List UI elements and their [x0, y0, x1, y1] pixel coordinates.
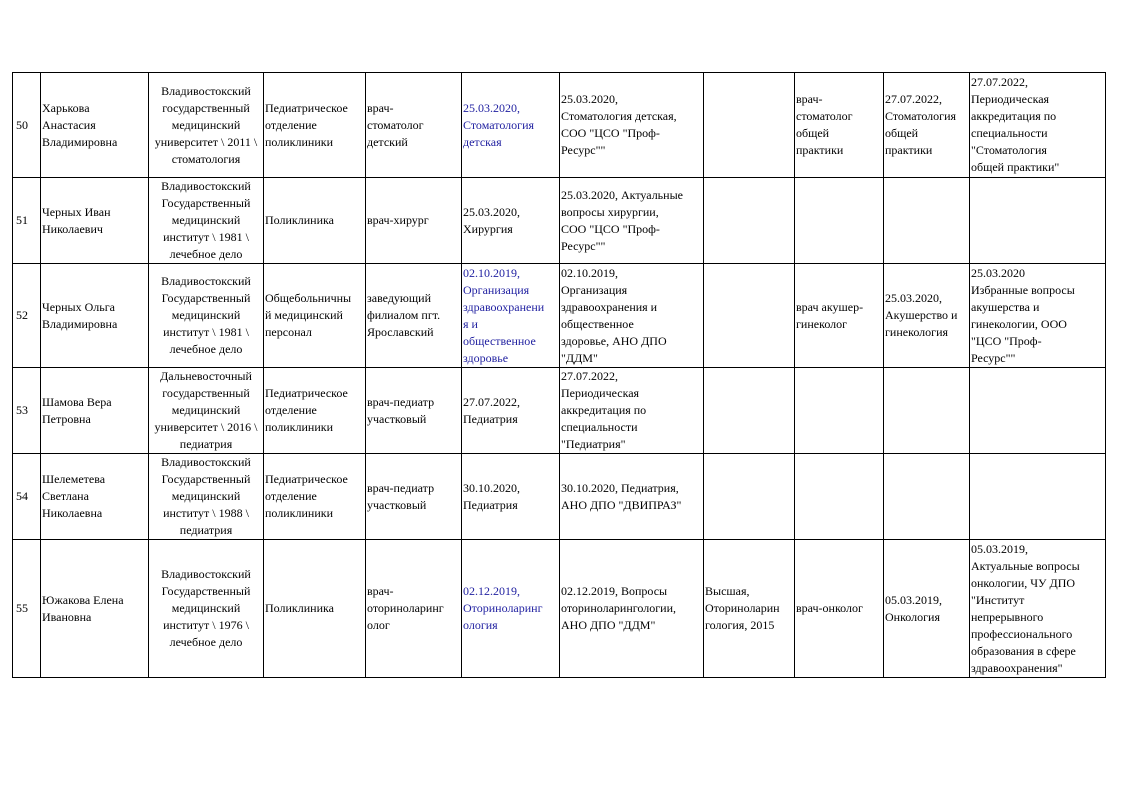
- training-line: АНО ДПО "ДДМ": [561, 618, 656, 632]
- second-specialty-line: практики: [796, 143, 844, 157]
- qualification-category-cell: [704, 264, 795, 368]
- second-training-cell: [970, 540, 1106, 678]
- second-certificate-line: общей: [885, 126, 919, 140]
- department-cell: [264, 368, 366, 454]
- second-specialty-line: гинеколог: [796, 316, 848, 331]
- department-line: й медицинский: [265, 308, 343, 322]
- certificate-line: ология: [463, 618, 498, 632]
- education-line: педиатрия: [179, 523, 233, 537]
- training-line: Ресурс"": [561, 143, 606, 157]
- education-line: институт \ 1988 \: [163, 506, 249, 520]
- qualification-category-line: гология, 2015: [705, 618, 775, 632]
- second-training-line: Избранные вопросы: [971, 282, 1075, 297]
- position-line: врач-педиатр: [367, 394, 435, 409]
- certificate-cell: [462, 454, 560, 540]
- employee-name-cell: [41, 178, 149, 264]
- second-specialty-cell: [795, 73, 884, 178]
- position-line: стоматолог: [367, 117, 424, 132]
- certificate-line: детская: [463, 134, 502, 149]
- position-line: участковый: [367, 497, 427, 512]
- second-training-line: Ресурс"": [971, 350, 1016, 365]
- education-line: университет \ 2016 \: [154, 420, 258, 434]
- second-specialty-line: врач акушер-: [796, 299, 864, 314]
- education-line: лечебное дело: [169, 247, 243, 261]
- training-line: 02.12.2019, Вопросы: [561, 584, 668, 598]
- education-line: институт \ 1981 \: [163, 230, 249, 244]
- employee-name-line: Черных Ольга: [42, 299, 115, 314]
- second-training-line: профессионального: [971, 626, 1073, 641]
- training-line: 25.03.2020,: [561, 92, 618, 106]
- training-cell: [560, 454, 704, 540]
- certificate-line: здоровье: [463, 350, 509, 365]
- position-line: Ярославский: [367, 325, 434, 339]
- training-cell: [560, 368, 704, 454]
- education-line: Государственный: [161, 584, 251, 598]
- second-training-line: непрерывного: [971, 609, 1044, 624]
- training-line: оториноларингологии,: [561, 601, 676, 615]
- education-line: Государственный: [161, 196, 251, 210]
- position-line: олог: [367, 618, 390, 632]
- department-line: поликлиники: [265, 506, 334, 520]
- second-training-line: гинекологии, ООО: [971, 316, 1067, 331]
- training-line: специальности: [561, 420, 638, 434]
- employee-name-line: Шелеметева: [42, 472, 106, 486]
- department-cell: [264, 73, 366, 178]
- second-training-cell: [970, 454, 1106, 540]
- employee-name-line: Ивановна: [42, 609, 92, 624]
- certificate-line: здравоохранени: [463, 299, 545, 314]
- education-line: стоматология: [171, 151, 241, 166]
- position-line: детский: [367, 134, 408, 149]
- department-line: Педиатрическое: [265, 386, 348, 400]
- education-line: медицинский: [171, 308, 241, 322]
- education-line: Дальневосточный: [160, 369, 252, 383]
- training-cell: [560, 264, 704, 368]
- second-certificate-cell: [884, 178, 970, 264]
- employee-name-cell: [41, 368, 149, 454]
- employee-name-line: Анастасия: [42, 117, 96, 132]
- employee-name-cell: [41, 73, 149, 178]
- second-certificate-cell: [884, 73, 970, 178]
- certificate-cell: [462, 178, 560, 264]
- department-line: персонал: [265, 325, 312, 339]
- qualification-category-cell: [704, 454, 795, 540]
- second-certificate-line: гинекология: [885, 325, 949, 339]
- position-line: врач-хирург: [367, 213, 429, 227]
- second-training-line: онкологии, ЧУ ДПО: [971, 575, 1076, 590]
- training-line: 02.10.2019,: [561, 265, 618, 280]
- training-line: 27.07.2022,: [561, 369, 618, 383]
- second-certificate-cell: [884, 368, 970, 454]
- education-cell: [149, 454, 264, 540]
- education-line: педиатрия: [179, 437, 233, 451]
- second-training-cell: [970, 264, 1106, 368]
- department-cell: [264, 264, 366, 368]
- certificate-line: Педиатрия: [463, 411, 518, 426]
- certificate-cell: [462, 540, 560, 678]
- second-certificate-cell: [884, 540, 970, 678]
- row-number-cell: 54: [13, 454, 41, 540]
- second-training-cell: [970, 368, 1106, 454]
- second-specialty-cell: [795, 178, 884, 264]
- position-cell: [366, 178, 462, 264]
- training-line: Ресурс"": [561, 238, 606, 253]
- qualification-category-cell: [704, 540, 795, 678]
- second-certificate-line: Онкология: [885, 609, 941, 624]
- second-training-cell: [970, 178, 1106, 264]
- education-line: медицинский: [171, 489, 241, 503]
- second-training-line: Актуальные вопросы: [971, 558, 1080, 573]
- training-line: Организация: [561, 282, 628, 297]
- training-line: вопросы хирургии,: [561, 204, 659, 219]
- certificate-cell: [462, 368, 560, 454]
- training-line: "ДДМ": [561, 350, 598, 365]
- staff-table: [12, 72, 1106, 678]
- staff-table-page: [12, 72, 1105, 678]
- education-cell: [149, 368, 264, 454]
- second-specialty-line: врач-онколог: [796, 601, 863, 615]
- education-line: медицинский: [171, 601, 241, 615]
- employee-name-line: Владимировна: [42, 134, 118, 149]
- position-cell: [366, 73, 462, 178]
- employee-name-line: Светлана: [42, 489, 89, 503]
- row-number-cell: 55: [13, 540, 41, 678]
- employee-name-line: Шамова Вера: [42, 394, 112, 409]
- education-line: Государственный: [161, 472, 251, 486]
- certificate-line: я и: [463, 316, 478, 331]
- training-line: общественное: [561, 316, 634, 331]
- second-specialty-line: стоматолог: [796, 109, 853, 123]
- row-number-cell: 50: [13, 73, 41, 178]
- table-row: [13, 264, 1106, 368]
- position-cell: [366, 368, 462, 454]
- second-training-line: "Стоматология: [971, 143, 1047, 157]
- second-specialty-cell: [795, 540, 884, 678]
- second-certificate-line: Акушерство и: [885, 308, 958, 322]
- second-training-line: акушерства и: [971, 299, 1040, 314]
- department-line: Общебольничны: [265, 291, 352, 305]
- training-cell: [560, 540, 704, 678]
- department-line: Педиатрическое: [265, 472, 348, 486]
- education-line: Владивостокский: [161, 179, 251, 193]
- education-cell: [149, 73, 264, 178]
- second-certificate-line: 05.03.2019,: [885, 592, 942, 607]
- education-line: лечебное дело: [169, 342, 243, 356]
- position-cell: [366, 454, 462, 540]
- employee-name-cell: [41, 264, 149, 368]
- row-number-cell: 51: [13, 178, 41, 264]
- department-line: Поликлиника: [265, 213, 334, 227]
- employee-name-line: Николаевич: [42, 221, 103, 236]
- table-row: [13, 540, 1106, 678]
- qualification-category-cell: [704, 368, 795, 454]
- department-line: Поликлиника: [265, 601, 334, 615]
- education-line: Государственный: [161, 291, 251, 305]
- row-number-cell: 52: [13, 264, 41, 368]
- certificate-cell: [462, 73, 560, 178]
- second-training-line: образования в сфере: [971, 643, 1076, 658]
- department-line: отделение: [265, 117, 317, 132]
- second-specialty-cell: [795, 454, 884, 540]
- education-cell: [149, 264, 264, 368]
- second-training-line: 27.07.2022,: [971, 75, 1028, 89]
- training-line: 30.10.2020, Педиатрия,: [561, 480, 679, 495]
- education-line: Владивостокский: [161, 455, 251, 469]
- position-line: заведующий: [367, 291, 431, 305]
- table-row: [13, 368, 1106, 454]
- education-line: медицинский: [171, 117, 241, 132]
- training-line: аккредитация по: [561, 403, 647, 417]
- second-certificate-cell: [884, 264, 970, 368]
- second-training-line: специальности: [971, 126, 1048, 140]
- training-line: "Педиатрия": [561, 437, 626, 451]
- department-line: поликлиники: [265, 420, 334, 434]
- second-certificate-cell: [884, 454, 970, 540]
- second-training-line: Периодическая: [971, 92, 1050, 106]
- training-line: СОО "ЦСО "Проф-: [561, 126, 660, 140]
- second-certificate-line: 27.07.2022,: [885, 92, 942, 106]
- second-training-line: здравоохранения": [971, 660, 1063, 675]
- certificate-cell: [462, 264, 560, 368]
- position-line: филиалом пгт.: [367, 308, 441, 322]
- position-line: врач-: [367, 584, 394, 598]
- position-cell: [366, 264, 462, 368]
- certificate-line: Педиатрия: [463, 497, 518, 512]
- education-line: государственный: [162, 386, 250, 400]
- certificate-line: 25.03.2020,: [463, 100, 520, 115]
- employee-name-cell: [41, 540, 149, 678]
- employee-name-line: Харькова: [42, 100, 90, 115]
- second-training-line: общей практики": [971, 160, 1060, 174]
- position-cell: [366, 540, 462, 678]
- training-line: здоровье, АНО ДПО: [561, 333, 667, 348]
- qualification-category-line: Высшая,: [705, 584, 750, 598]
- education-line: институт \ 1976 \: [163, 618, 249, 632]
- employee-name-line: Петровна: [42, 411, 91, 426]
- employee-name-line: Черных Иван: [42, 204, 111, 219]
- employee-name-line: Южакова Елена: [42, 592, 124, 607]
- certificate-line: Хирургия: [463, 221, 513, 236]
- certificate-line: 30.10.2020,: [463, 480, 520, 495]
- second-certificate-line: практики: [885, 143, 933, 157]
- certificate-line: 02.12.2019,: [463, 584, 520, 598]
- second-specialty-cell: [795, 264, 884, 368]
- training-line: 25.03.2020, Актуальные: [561, 187, 683, 202]
- position-line: участковый: [367, 411, 427, 426]
- row-number-cell: 53: [13, 368, 41, 454]
- position-line: врач-педиатр: [367, 480, 435, 495]
- training-line: СОО "ЦСО "Проф-: [561, 221, 660, 236]
- second-training-line: 05.03.2019,: [971, 541, 1028, 556]
- second-training-line: "Институт: [971, 592, 1025, 607]
- education-line: Владивостокский: [161, 83, 251, 98]
- table-row: [13, 73, 1106, 178]
- table-row: [13, 178, 1106, 264]
- certificate-line: Оториноларинг: [463, 601, 543, 615]
- department-cell: [264, 540, 366, 678]
- department-line: поликлиники: [265, 134, 334, 149]
- second-training-line: аккредитация по: [971, 109, 1057, 123]
- table-row: [13, 454, 1106, 540]
- employee-name-line: Владимировна: [42, 316, 118, 331]
- education-line: медицинский: [171, 403, 241, 417]
- training-line: здравоохранения и: [561, 299, 658, 314]
- training-cell: [560, 73, 704, 178]
- certificate-line: общественное: [463, 333, 536, 348]
- department-line: Педиатрическое: [265, 100, 348, 115]
- education-line: университет \ 2011 \: [154, 134, 258, 149]
- table-body: [13, 73, 1106, 678]
- qualification-category-cell: [704, 178, 795, 264]
- second-specialty-cell: [795, 368, 884, 454]
- training-cell: [560, 178, 704, 264]
- department-cell: [264, 454, 366, 540]
- education-cell: [149, 178, 264, 264]
- second-specialty-line: врач-: [796, 92, 823, 106]
- department-line: отделение: [265, 489, 317, 503]
- certificate-line: 27.07.2022,: [463, 394, 520, 409]
- training-line: Периодическая: [561, 386, 640, 400]
- education-line: Владивостокский: [161, 567, 251, 581]
- education-line: лечебное дело: [169, 635, 243, 649]
- education-line: медицинский: [171, 213, 241, 227]
- education-line: государственный: [162, 100, 250, 115]
- position-line: оториноларинг: [367, 601, 444, 615]
- certificate-line: 25.03.2020,: [463, 204, 520, 219]
- second-certificate-line: Стоматология: [885, 109, 957, 123]
- education-line: институт \ 1981 \: [163, 325, 249, 339]
- second-specialty-line: общей: [796, 126, 830, 140]
- department-line: отделение: [265, 403, 317, 417]
- certificate-line: Стоматология: [463, 117, 535, 132]
- training-line: АНО ДПО "ДВИПРАЗ": [561, 497, 682, 512]
- department-cell: [264, 178, 366, 264]
- education-cell: [149, 540, 264, 678]
- position-line: врач-: [367, 100, 394, 115]
- certificate-line: Организация: [463, 282, 530, 297]
- employee-name-line: Николаевна: [42, 506, 103, 520]
- education-line: Владивостокский: [161, 274, 251, 288]
- second-training-cell: [970, 73, 1106, 178]
- second-training-line: 25.03.2020: [971, 265, 1025, 280]
- second-certificate-line: 25.03.2020,: [885, 291, 942, 305]
- second-training-line: "ЦСО "Проф-: [971, 333, 1042, 348]
- certificate-line: 02.10.2019,: [463, 265, 520, 280]
- qualification-category-line: Оториноларин: [705, 601, 780, 615]
- qualification-category-cell: [704, 73, 795, 178]
- employee-name-cell: [41, 454, 149, 540]
- training-line: Стоматология детская,: [561, 109, 677, 123]
